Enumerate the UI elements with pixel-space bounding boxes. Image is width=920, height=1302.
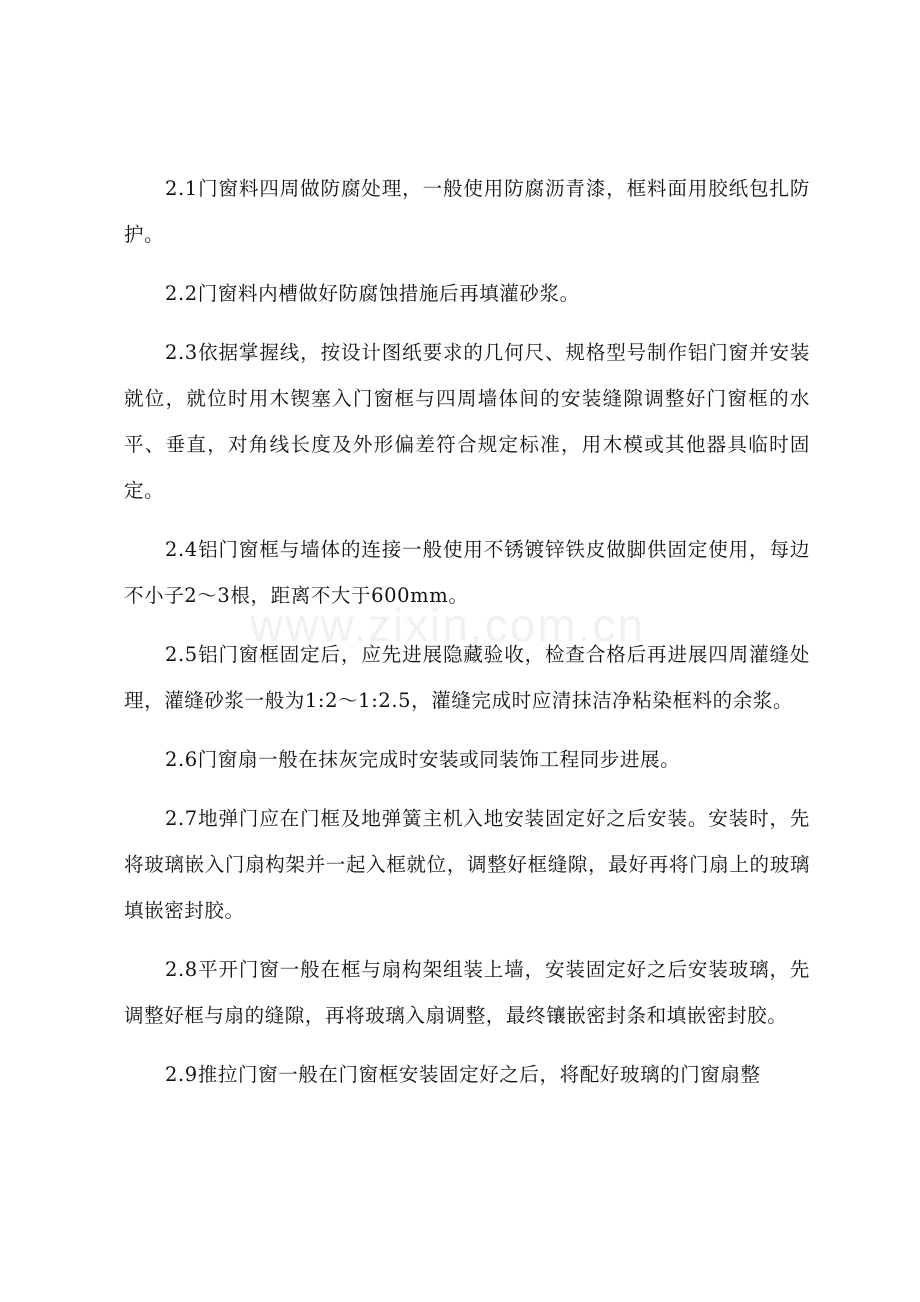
paragraph-2-9: 2.9推拉门窗一般在门窗框安装固定好之后，将配好玻璃的门窗扇整: [165, 1063, 761, 1086]
paragraph-2-1: 2.1门窗料四周做防腐处理，一般使用防腐沥青漆，框料面用胶纸包扎防护。: [124, 177, 810, 246]
paragraph-2-7: 2.7地弹门应在门框及地弹簧主机入地安装固定好之后安装。安装时，先将玻璃嵌入门扇构架并一起入框就位，调整好框缝隙，最好再将门扇上的玻璃填嵌密封胶。: [124, 807, 810, 922]
paragraph-2-3: 2.3依据掌握线，按设计图纸要求的几何尺、规格型号制作铝门窗并安装就位，就位时用木锲塞入门窗框与四周墙体间的安装缝隙调整好门窗框的水平、垂直，对角线长度及外形偏差符合规定标准，用木模或其他器具临时固定。: [124, 341, 810, 502]
paragraph-2-6: 2.6门窗扇一般在抹灰完成时安装或同装饰工程同步进展。: [165, 748, 681, 771]
paragraph-2-5: 2.5铝门窗框固定后，应先进展隐藏验收，检查合格后再进展四周灌缝处理，灌缝砂浆一般为1:2～1:2.5，灌缝完成时应清抹洁净粘染框料的余浆。: [124, 643, 810, 712]
paragraph-2-2: 2.2门窗料内槽做好防腐蚀措施后再填灌砂浆。: [165, 282, 580, 305]
watermark: www.zixin.com.cn: [250, 599, 645, 651]
document-body: [124, 166, 810, 1111]
paragraph-2-4: 2.4铝门窗框与墙体的连接一般使用不锈镀锌铁皮做脚供固定使用，每边不小子2～3根，距离不大于600mm。: [124, 538, 810, 607]
paragraph-2-8: 2.8平开门窗一般在框与扇构架组装上墙，安装固定好之后安装玻璃，先调整好框与扇的缝隙，再将玻璃入扇调整，最终镶嵌密封条和填嵌密封胶。: [124, 958, 810, 1027]
